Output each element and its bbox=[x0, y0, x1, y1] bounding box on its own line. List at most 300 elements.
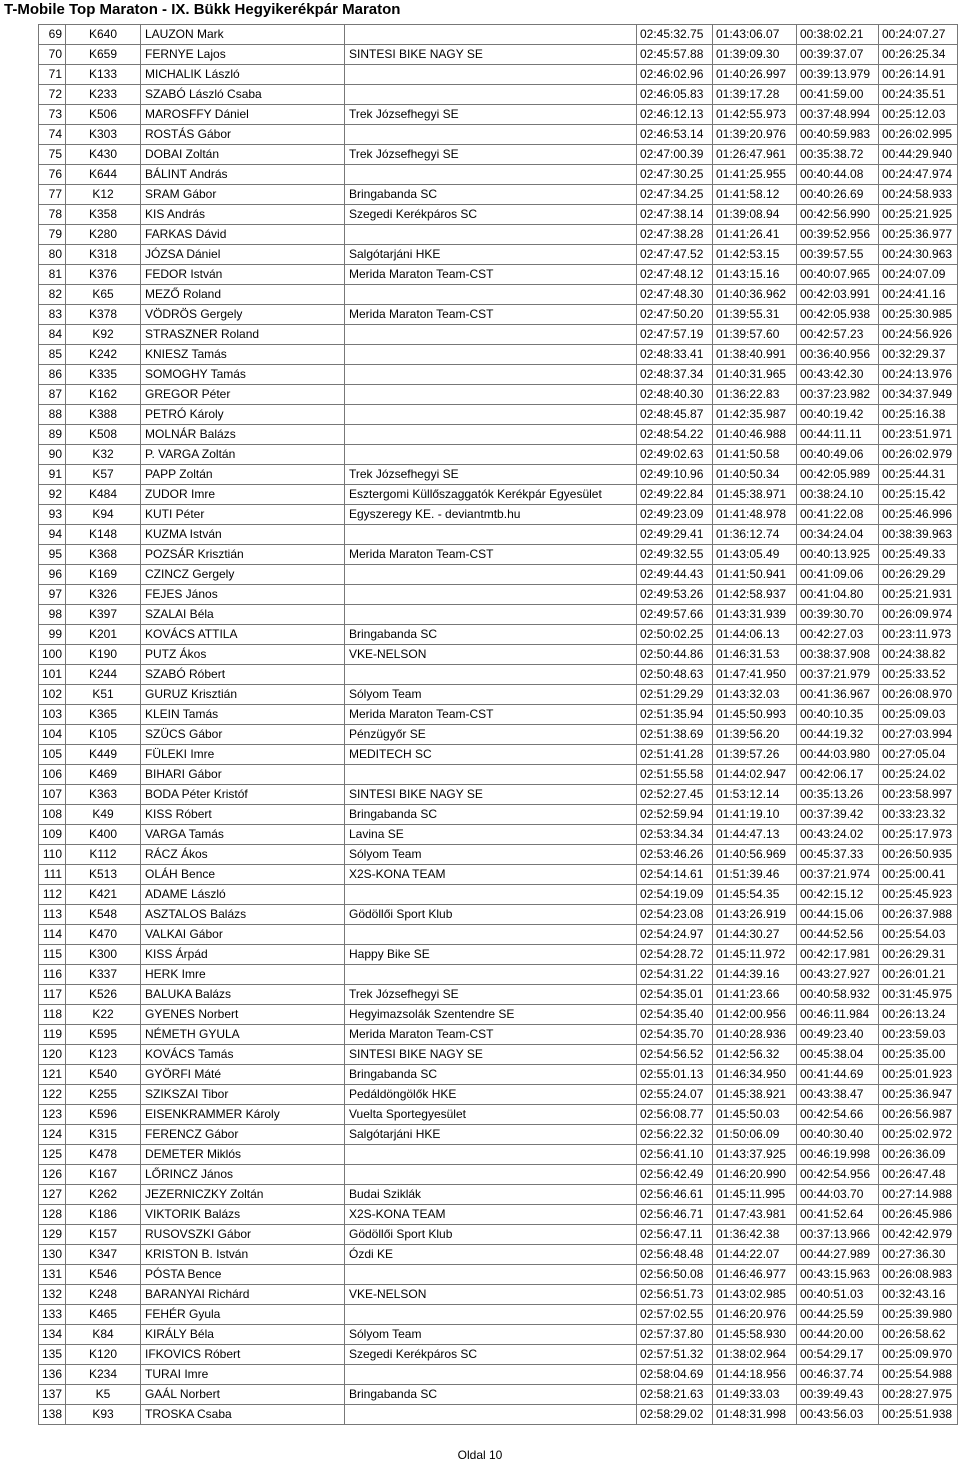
total-time-cell: 02:47:48.12 bbox=[637, 265, 713, 285]
bib-cell: K326 bbox=[66, 585, 141, 605]
place-cell: 128 bbox=[39, 1205, 66, 1225]
place-cell: 87 bbox=[39, 385, 66, 405]
table-row bbox=[39, 1185, 958, 1205]
total-time-cell: 02:53:34.34 bbox=[637, 825, 713, 845]
split-3-cell: 00:42:42.979 bbox=[879, 1225, 958, 1245]
split-1-cell: 01:42:55.973 bbox=[713, 105, 797, 125]
bib-cell: K105 bbox=[66, 725, 141, 745]
split-1-cell: 01:39:57.60 bbox=[713, 325, 797, 345]
table-row bbox=[39, 1325, 958, 1345]
place-cell: 73 bbox=[39, 105, 66, 125]
split-1-cell: 01:44:06.13 bbox=[713, 625, 797, 645]
split-1-cell: 01:46:46.977 bbox=[713, 1265, 797, 1285]
split-1-cell: 01:39:57.26 bbox=[713, 745, 797, 765]
bib-cell: K169 bbox=[66, 565, 141, 585]
place-cell: 127 bbox=[39, 1185, 66, 1205]
team-cell bbox=[345, 525, 637, 545]
split-1-cell: 01:53:12.14 bbox=[713, 785, 797, 805]
split-1-cell: 01:42:53.15 bbox=[713, 245, 797, 265]
place-cell: 119 bbox=[39, 1025, 66, 1045]
name-cell: ASZTALOS Balázs bbox=[141, 905, 345, 925]
bib-cell: K526 bbox=[66, 985, 141, 1005]
bib-cell: K167 bbox=[66, 1165, 141, 1185]
bib-cell: K244 bbox=[66, 665, 141, 685]
place-cell: 77 bbox=[39, 185, 66, 205]
bib-cell: K469 bbox=[66, 765, 141, 785]
bib-cell: K465 bbox=[66, 1305, 141, 1325]
total-time-cell: 02:51:38.69 bbox=[637, 725, 713, 745]
place-cell: 126 bbox=[39, 1165, 66, 1185]
place-cell: 122 bbox=[39, 1085, 66, 1105]
split-2-cell: 00:43:56.03 bbox=[797, 1405, 879, 1425]
place-cell: 98 bbox=[39, 605, 66, 625]
total-time-cell: 02:56:42.49 bbox=[637, 1165, 713, 1185]
total-time-cell: 02:46:02.96 bbox=[637, 65, 713, 85]
split-1-cell: 01:40:56.969 bbox=[713, 845, 797, 865]
split-3-cell: 00:26:02.995 bbox=[879, 125, 958, 145]
split-3-cell: 00:26:56.987 bbox=[879, 1105, 958, 1125]
table-row bbox=[39, 625, 958, 645]
team-cell: SINTESI BIKE NAGY SE bbox=[345, 1045, 637, 1065]
split-2-cell: 00:40:26.69 bbox=[797, 185, 879, 205]
split-2-cell: 00:36:40.956 bbox=[797, 345, 879, 365]
split-2-cell: 00:41:09.06 bbox=[797, 565, 879, 585]
total-time-cell: 02:57:37.80 bbox=[637, 1325, 713, 1345]
split-3-cell: 00:26:58.62 bbox=[879, 1325, 958, 1345]
split-2-cell: 00:35:13.26 bbox=[797, 785, 879, 805]
table-row bbox=[39, 965, 958, 985]
split-1-cell: 01:36:12.74 bbox=[713, 525, 797, 545]
total-time-cell: 02:54:14.61 bbox=[637, 865, 713, 885]
split-1-cell: 01:41:26.41 bbox=[713, 225, 797, 245]
bib-cell: K659 bbox=[66, 45, 141, 65]
split-1-cell: 01:44:30.27 bbox=[713, 925, 797, 945]
table-row bbox=[39, 925, 958, 945]
place-cell: 108 bbox=[39, 805, 66, 825]
place-cell: 84 bbox=[39, 325, 66, 345]
table-row bbox=[39, 125, 958, 145]
table-row bbox=[39, 705, 958, 725]
split-1-cell: 01:43:02.985 bbox=[713, 1285, 797, 1305]
table-row bbox=[39, 845, 958, 865]
team-cell bbox=[345, 165, 637, 185]
table-row bbox=[39, 685, 958, 705]
split-1-cell: 01:39:09.30 bbox=[713, 45, 797, 65]
place-cell: 86 bbox=[39, 365, 66, 385]
place-cell: 116 bbox=[39, 965, 66, 985]
place-cell: 79 bbox=[39, 225, 66, 245]
name-cell: CZINCZ Gergely bbox=[141, 565, 345, 585]
total-time-cell: 02:56:46.61 bbox=[637, 1185, 713, 1205]
team-cell: SINTESI BIKE NAGY SE bbox=[345, 45, 637, 65]
split-1-cell: 01:36:42.38 bbox=[713, 1225, 797, 1245]
table-row bbox=[39, 1005, 958, 1025]
place-cell: 113 bbox=[39, 905, 66, 925]
split-2-cell: 00:41:52.64 bbox=[797, 1205, 879, 1225]
total-time-cell: 02:58:04.69 bbox=[637, 1365, 713, 1385]
place-cell: 102 bbox=[39, 685, 66, 705]
team-cell bbox=[345, 665, 637, 685]
name-cell: SZALAI Béla bbox=[141, 605, 345, 625]
place-cell: 80 bbox=[39, 245, 66, 265]
total-time-cell: 02:47:30.25 bbox=[637, 165, 713, 185]
team-cell: Sólyom Team bbox=[345, 845, 637, 865]
bib-cell: K242 bbox=[66, 345, 141, 365]
split-1-cell: 01:42:00.956 bbox=[713, 1005, 797, 1025]
place-cell: 109 bbox=[39, 825, 66, 845]
bib-cell: K400 bbox=[66, 825, 141, 845]
split-3-cell: 00:25:54.03 bbox=[879, 925, 958, 945]
table-row bbox=[39, 505, 958, 525]
bib-cell: K51 bbox=[66, 685, 141, 705]
split-2-cell: 00:37:13.966 bbox=[797, 1225, 879, 1245]
results-body bbox=[39, 25, 958, 1425]
team-cell bbox=[345, 1365, 637, 1385]
name-cell: POZSÁR Krisztián bbox=[141, 545, 345, 565]
total-time-cell: 02:49:02.63 bbox=[637, 445, 713, 465]
split-3-cell: 00:25:44.31 bbox=[879, 465, 958, 485]
table-row bbox=[39, 1405, 958, 1425]
name-cell: KOVÁCS ATTILA bbox=[141, 625, 345, 645]
team-cell bbox=[345, 225, 637, 245]
team-cell bbox=[345, 65, 637, 85]
place-cell: 124 bbox=[39, 1125, 66, 1145]
table-row bbox=[39, 325, 958, 345]
table-row bbox=[39, 1385, 958, 1405]
name-cell: SRAM Gábor bbox=[141, 185, 345, 205]
split-3-cell: 00:32:43.16 bbox=[879, 1285, 958, 1305]
table-row bbox=[39, 1345, 958, 1365]
table-row bbox=[39, 1045, 958, 1065]
place-cell: 125 bbox=[39, 1145, 66, 1165]
split-3-cell: 00:25:01.923 bbox=[879, 1065, 958, 1085]
place-cell: 78 bbox=[39, 205, 66, 225]
total-time-cell: 02:56:51.73 bbox=[637, 1285, 713, 1305]
bib-cell: K280 bbox=[66, 225, 141, 245]
team-cell: Sólyom Team bbox=[345, 1325, 637, 1345]
split-3-cell: 00:27:36.30 bbox=[879, 1245, 958, 1265]
bib-cell: K470 bbox=[66, 925, 141, 945]
place-cell: 85 bbox=[39, 345, 66, 365]
team-cell bbox=[345, 405, 637, 425]
table-row bbox=[39, 85, 958, 105]
split-3-cell: 00:34:37.949 bbox=[879, 385, 958, 405]
table-row bbox=[39, 385, 958, 405]
total-time-cell: 02:55:24.07 bbox=[637, 1085, 713, 1105]
split-3-cell: 00:26:13.24 bbox=[879, 1005, 958, 1025]
split-2-cell: 00:43:24.02 bbox=[797, 825, 879, 845]
total-time-cell: 02:49:22.84 bbox=[637, 485, 713, 505]
bib-cell: K233 bbox=[66, 85, 141, 105]
name-cell: ROSTÁS Gábor bbox=[141, 125, 345, 145]
total-time-cell: 02:51:29.29 bbox=[637, 685, 713, 705]
team-cell: Szegedi Kerékpáros SC bbox=[345, 1345, 637, 1365]
bib-cell: K12 bbox=[66, 185, 141, 205]
bib-cell: K190 bbox=[66, 645, 141, 665]
split-1-cell: 01:45:54.35 bbox=[713, 885, 797, 905]
split-1-cell: 01:36:22.83 bbox=[713, 385, 797, 405]
name-cell: TURAI Imre bbox=[141, 1365, 345, 1385]
bib-cell: K540 bbox=[66, 1065, 141, 1085]
name-cell: OLÁH Bence bbox=[141, 865, 345, 885]
total-time-cell: 02:50:02.25 bbox=[637, 625, 713, 645]
table-row bbox=[39, 745, 958, 765]
name-cell: GREGOR Péter bbox=[141, 385, 345, 405]
table-row bbox=[39, 305, 958, 325]
table-row bbox=[39, 465, 958, 485]
table-row bbox=[39, 565, 958, 585]
place-cell: 83 bbox=[39, 305, 66, 325]
split-3-cell: 00:26:50.935 bbox=[879, 845, 958, 865]
place-cell: 114 bbox=[39, 925, 66, 945]
split-2-cell: 00:41:44.69 bbox=[797, 1065, 879, 1085]
bib-cell: K57 bbox=[66, 465, 141, 485]
split-1-cell: 01:41:25.955 bbox=[713, 165, 797, 185]
split-3-cell: 00:38:39.963 bbox=[879, 525, 958, 545]
split-2-cell: 00:35:38.72 bbox=[797, 145, 879, 165]
bib-cell: K120 bbox=[66, 1345, 141, 1365]
total-time-cell: 02:49:29.41 bbox=[637, 525, 713, 545]
team-cell: Egyszeregy KE. - deviantmtb.hu bbox=[345, 505, 637, 525]
bib-cell: K347 bbox=[66, 1245, 141, 1265]
team-cell bbox=[345, 925, 637, 945]
total-time-cell: 02:47:34.25 bbox=[637, 185, 713, 205]
name-cell: FERNYE Lajos bbox=[141, 45, 345, 65]
split-1-cell: 01:43:15.16 bbox=[713, 265, 797, 285]
split-1-cell: 01:39:56.20 bbox=[713, 725, 797, 745]
split-3-cell: 00:26:29.29 bbox=[879, 565, 958, 585]
bib-cell: K248 bbox=[66, 1285, 141, 1305]
split-2-cell: 00:43:38.47 bbox=[797, 1085, 879, 1105]
split-2-cell: 00:40:49.06 bbox=[797, 445, 879, 465]
name-cell: FERENCZ Gábor bbox=[141, 1125, 345, 1145]
split-3-cell: 00:24:38.82 bbox=[879, 645, 958, 665]
total-time-cell: 02:48:37.34 bbox=[637, 365, 713, 385]
split-1-cell: 01:40:31.965 bbox=[713, 365, 797, 385]
bib-cell: K484 bbox=[66, 485, 141, 505]
table-row bbox=[39, 525, 958, 545]
bib-cell: K123 bbox=[66, 1045, 141, 1065]
split-2-cell: 00:43:15.963 bbox=[797, 1265, 879, 1285]
split-3-cell: 00:33:23.32 bbox=[879, 805, 958, 825]
name-cell: BIHARI Gábor bbox=[141, 765, 345, 785]
split-3-cell: 00:24:35.51 bbox=[879, 85, 958, 105]
total-time-cell: 02:54:35.70 bbox=[637, 1025, 713, 1045]
place-cell: 99 bbox=[39, 625, 66, 645]
bib-cell: K148 bbox=[66, 525, 141, 545]
name-cell: SZÜCS Gábor bbox=[141, 725, 345, 745]
table-row bbox=[39, 65, 958, 85]
split-1-cell: 01:48:31.998 bbox=[713, 1405, 797, 1425]
place-cell: 92 bbox=[39, 485, 66, 505]
split-1-cell: 01:40:36.962 bbox=[713, 285, 797, 305]
place-cell: 131 bbox=[39, 1265, 66, 1285]
split-1-cell: 01:46:20.990 bbox=[713, 1165, 797, 1185]
total-time-cell: 02:49:32.55 bbox=[637, 545, 713, 565]
place-cell: 75 bbox=[39, 145, 66, 165]
table-row bbox=[39, 245, 958, 265]
team-cell: Sólyom Team bbox=[345, 685, 637, 705]
bib-cell: K133 bbox=[66, 65, 141, 85]
table-row bbox=[39, 1025, 958, 1045]
split-2-cell: 00:41:36.967 bbox=[797, 685, 879, 705]
table-row bbox=[39, 165, 958, 185]
team-cell: MEDITECH SC bbox=[345, 745, 637, 765]
team-cell: Bringabanda SC bbox=[345, 1385, 637, 1405]
name-cell: TROSKA Csaba bbox=[141, 1405, 345, 1425]
total-time-cell: 02:45:57.88 bbox=[637, 45, 713, 65]
team-cell: Happy Bike SE bbox=[345, 945, 637, 965]
team-cell bbox=[345, 605, 637, 625]
total-time-cell: 02:52:59.94 bbox=[637, 805, 713, 825]
split-1-cell: 01:47:41.950 bbox=[713, 665, 797, 685]
place-cell: 104 bbox=[39, 725, 66, 745]
name-cell: GAÁL Norbert bbox=[141, 1385, 345, 1405]
split-3-cell: 00:27:03.994 bbox=[879, 725, 958, 745]
team-cell: Salgótarjáni HKE bbox=[345, 245, 637, 265]
split-2-cell: 00:40:30.40 bbox=[797, 1125, 879, 1145]
name-cell: FEJES János bbox=[141, 585, 345, 605]
bib-cell: K318 bbox=[66, 245, 141, 265]
bib-cell: K358 bbox=[66, 205, 141, 225]
bib-cell: K421 bbox=[66, 885, 141, 905]
total-time-cell: 02:48:45.87 bbox=[637, 405, 713, 425]
split-3-cell: 00:25:33.52 bbox=[879, 665, 958, 685]
team-cell bbox=[345, 285, 637, 305]
split-2-cell: 00:39:13.979 bbox=[797, 65, 879, 85]
name-cell: BALUKA Balázs bbox=[141, 985, 345, 1005]
bib-cell: K234 bbox=[66, 1365, 141, 1385]
total-time-cell: 02:51:35.94 bbox=[637, 705, 713, 725]
total-time-cell: 02:46:53.14 bbox=[637, 125, 713, 145]
split-1-cell: 01:45:38.971 bbox=[713, 485, 797, 505]
split-2-cell: 00:41:59.00 bbox=[797, 85, 879, 105]
total-time-cell: 02:48:54.22 bbox=[637, 425, 713, 445]
bib-cell: K595 bbox=[66, 1025, 141, 1045]
bib-cell: K186 bbox=[66, 1205, 141, 1225]
team-cell bbox=[345, 765, 637, 785]
split-1-cell: 01:44:02.947 bbox=[713, 765, 797, 785]
total-time-cell: 02:56:48.48 bbox=[637, 1245, 713, 1265]
name-cell: FEHÉR Gyula bbox=[141, 1305, 345, 1325]
team-cell: Bringabanda SC bbox=[345, 1065, 637, 1085]
name-cell: FARKAS Dávid bbox=[141, 225, 345, 245]
split-3-cell: 00:23:59.03 bbox=[879, 1025, 958, 1045]
name-cell: VALKAI Gábor bbox=[141, 925, 345, 945]
total-time-cell: 02:50:44.86 bbox=[637, 645, 713, 665]
split-3-cell: 00:26:01.21 bbox=[879, 965, 958, 985]
place-cell: 117 bbox=[39, 985, 66, 1005]
place-cell: 93 bbox=[39, 505, 66, 525]
place-cell: 91 bbox=[39, 465, 66, 485]
split-1-cell: 01:45:11.972 bbox=[713, 945, 797, 965]
name-cell: LŐRINCZ János bbox=[141, 1165, 345, 1185]
split-3-cell: 00:26:08.970 bbox=[879, 685, 958, 705]
table-row bbox=[39, 225, 958, 245]
split-2-cell: 00:44:15.06 bbox=[797, 905, 879, 925]
place-cell: 97 bbox=[39, 585, 66, 605]
total-time-cell: 02:57:51.32 bbox=[637, 1345, 713, 1365]
place-cell: 129 bbox=[39, 1225, 66, 1245]
team-cell bbox=[345, 1405, 637, 1425]
table-row bbox=[39, 45, 958, 65]
split-1-cell: 01:45:50.03 bbox=[713, 1105, 797, 1125]
team-cell: Salgótarjáni HKE bbox=[345, 1125, 637, 1145]
place-cell: 106 bbox=[39, 765, 66, 785]
table-row bbox=[39, 725, 958, 745]
team-cell: Bringabanda SC bbox=[345, 185, 637, 205]
total-time-cell: 02:51:55.58 bbox=[637, 765, 713, 785]
bib-cell: K300 bbox=[66, 945, 141, 965]
bib-cell: K303 bbox=[66, 125, 141, 145]
split-1-cell: 01:45:38.921 bbox=[713, 1085, 797, 1105]
split-1-cell: 01:38:02.964 bbox=[713, 1345, 797, 1365]
place-cell: 134 bbox=[39, 1325, 66, 1345]
team-cell bbox=[345, 1265, 637, 1285]
split-1-cell: 01:43:31.939 bbox=[713, 605, 797, 625]
split-1-cell: 01:50:06.09 bbox=[713, 1125, 797, 1145]
place-cell: 88 bbox=[39, 405, 66, 425]
split-1-cell: 01:45:58.930 bbox=[713, 1325, 797, 1345]
split-1-cell: 01:41:58.12 bbox=[713, 185, 797, 205]
split-2-cell: 00:39:37.07 bbox=[797, 45, 879, 65]
split-2-cell: 00:44:19.32 bbox=[797, 725, 879, 745]
team-cell bbox=[345, 445, 637, 465]
team-cell: Szegedi Kerékpáros SC bbox=[345, 205, 637, 225]
place-cell: 82 bbox=[39, 285, 66, 305]
split-2-cell: 00:40:59.983 bbox=[797, 125, 879, 145]
split-1-cell: 01:46:20.976 bbox=[713, 1305, 797, 1325]
table-row bbox=[39, 905, 958, 925]
table-row bbox=[39, 365, 958, 385]
bib-cell: K49 bbox=[66, 805, 141, 825]
total-time-cell: 02:54:23.08 bbox=[637, 905, 713, 925]
table-row bbox=[39, 805, 958, 825]
bib-cell: K508 bbox=[66, 425, 141, 445]
split-3-cell: 00:24:41.16 bbox=[879, 285, 958, 305]
total-time-cell: 02:49:53.26 bbox=[637, 585, 713, 605]
team-cell: Merida Maraton Team-CST bbox=[345, 265, 637, 285]
split-3-cell: 00:26:14.91 bbox=[879, 65, 958, 85]
total-time-cell: 02:46:12.13 bbox=[637, 105, 713, 125]
total-time-cell: 02:47:57.19 bbox=[637, 325, 713, 345]
bib-cell: K365 bbox=[66, 705, 141, 725]
place-cell: 112 bbox=[39, 885, 66, 905]
total-time-cell: 02:56:22.32 bbox=[637, 1125, 713, 1145]
place-cell: 120 bbox=[39, 1045, 66, 1065]
split-1-cell: 01:45:11.995 bbox=[713, 1185, 797, 1205]
team-cell bbox=[345, 885, 637, 905]
split-2-cell: 00:49:23.40 bbox=[797, 1025, 879, 1045]
team-cell: Merida Maraton Team-CST bbox=[345, 545, 637, 565]
team-cell bbox=[345, 1145, 637, 1165]
split-2-cell: 00:40:13.925 bbox=[797, 545, 879, 565]
split-3-cell: 00:27:05.04 bbox=[879, 745, 958, 765]
table-row bbox=[39, 1145, 958, 1165]
total-time-cell: 02:54:35.40 bbox=[637, 1005, 713, 1025]
split-3-cell: 00:24:07.09 bbox=[879, 265, 958, 285]
table-row bbox=[39, 145, 958, 165]
bib-cell: K363 bbox=[66, 785, 141, 805]
place-cell: 137 bbox=[39, 1385, 66, 1405]
name-cell: ADAME László bbox=[141, 885, 345, 905]
split-3-cell: 00:24:58.933 bbox=[879, 185, 958, 205]
split-2-cell: 00:43:42.30 bbox=[797, 365, 879, 385]
name-cell: KIS András bbox=[141, 205, 345, 225]
team-cell: Trek Józsefhegyi SE bbox=[345, 145, 637, 165]
split-2-cell: 00:38:24.10 bbox=[797, 485, 879, 505]
bib-cell: K644 bbox=[66, 165, 141, 185]
